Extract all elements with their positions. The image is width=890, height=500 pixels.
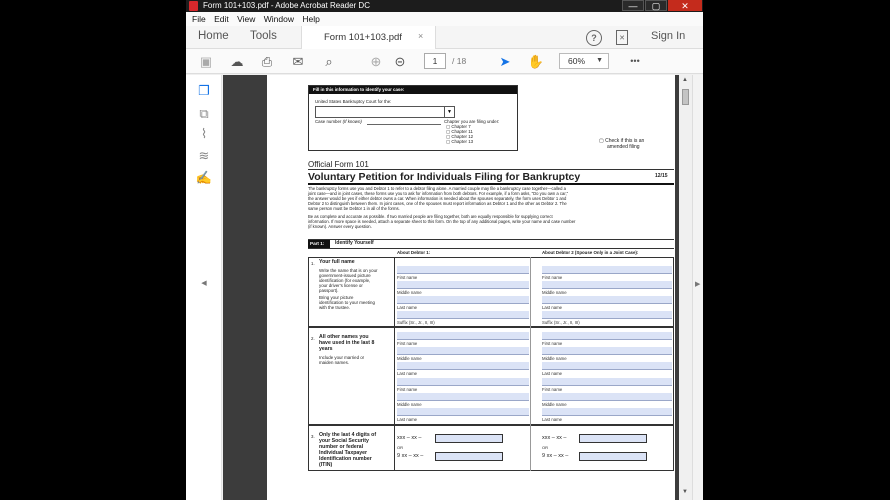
q2-title: All other names you <box>319 334 369 340</box>
debtor2-alt2-first-name-input[interactable] <box>542 378 672 386</box>
q3-title: your Social Security <box>319 438 369 444</box>
search-icon[interactable]: ⌕ <box>325 54 333 69</box>
first-name-label: First name <box>397 275 418 280</box>
ssn-prefix: xxx – xx – <box>397 435 422 441</box>
debtor2-suffix-input[interactable] <box>542 311 672 319</box>
more-tools-icon[interactable]: ••• <box>630 56 640 66</box>
middle-name-label: Middle name <box>397 402 422 407</box>
page-number-input[interactable]: 1 <box>424 53 446 69</box>
q1-desc: your driver's license or <box>319 283 363 288</box>
debtor2-first-name-input[interactable] <box>542 266 672 274</box>
toolbar <box>186 49 703 74</box>
first-name-label: First name <box>397 387 418 392</box>
divider <box>394 257 395 327</box>
q3-title: Only the last 4 digits of <box>319 432 377 438</box>
acrobat-app-icon <box>189 1 198 11</box>
or-label: OR <box>542 445 548 450</box>
debtor1-alt-first-name-input[interactable] <box>397 332 529 340</box>
first-name-label: First name <box>542 387 563 392</box>
ssn-prefix: xxx – xx – <box>542 435 567 441</box>
divider <box>394 327 395 425</box>
collapse-sidebar-icon[interactable]: ◀ <box>201 280 207 287</box>
itin-prefix: 9 xx – xx – <box>397 453 424 459</box>
sign-in-link[interactable]: Sign In <box>651 30 686 42</box>
middle-name-label: Middle name <box>542 402 567 407</box>
vertical-scrollbar[interactable] <box>679 75 692 500</box>
amended-filing-checkbox[interactable]: ▢ Check if this is an <box>599 138 645 144</box>
q3-title: number or federal <box>319 444 364 450</box>
q1-desc: government-issued picture <box>319 273 371 278</box>
q1-desc: Bring your picture <box>319 295 354 300</box>
about-debtor2-heading: About Debtor 2 (Spouse Only in a Joint Case): <box>542 250 639 255</box>
debtor1-alt-last-name-input[interactable] <box>397 362 529 370</box>
menu-view[interactable]: View <box>237 14 256 24</box>
left-sidebar <box>186 75 222 500</box>
upload-cloud-icon[interactable]: ☁ <box>230 54 244 69</box>
divider <box>530 257 531 327</box>
last-name-label: Last name <box>397 305 418 310</box>
menu-help[interactable]: Help <box>302 14 320 24</box>
scroll-down-icon[interactable]: ▼ <box>682 489 688 495</box>
save-icon[interactable]: ▣ <box>199 54 213 69</box>
debtor2-ssn-input[interactable] <box>579 434 647 443</box>
q2-title: years <box>319 346 333 352</box>
case-number-label: Case number (If known) <box>315 119 362 124</box>
last-name-label: Last name <box>542 305 563 310</box>
tab-tools[interactable]: Tools <box>250 30 277 42</box>
divider <box>530 425 531 471</box>
part-label: Part 1: <box>308 240 330 248</box>
intro-line: The bankruptcy forms use you and Debtor 1 to refer to a debtor filing alone. A married couple may file a bankruptcy case together—called a <box>308 186 566 191</box>
signature-icon[interactable]: ✍ <box>195 170 213 185</box>
debtor2-alt-first-name-input[interactable] <box>542 332 672 340</box>
help-icon[interactable]: ? <box>586 30 602 46</box>
debtor1-middle-name-input[interactable] <box>397 281 529 289</box>
divider <box>530 327 531 425</box>
last-name-label: Last name <box>542 417 563 422</box>
print-icon[interactable]: ⎙ <box>261 54 273 69</box>
suffix-label: Suffix (Sr., Jr., II, III) <box>542 320 580 325</box>
attachments-icon[interactable]: ⌇ <box>200 126 208 141</box>
divider <box>308 183 674 185</box>
q2-desc: maiden names. <box>319 360 350 365</box>
scroll-up-icon[interactable]: ▲ <box>682 77 688 83</box>
debtor1-alt2-middle-name-input[interactable] <box>397 393 529 401</box>
debtor1-last-name-input[interactable] <box>397 296 529 304</box>
form-title: Voluntary Petition for Individuals Filing for Bankruptcy <box>308 171 581 183</box>
itin-prefix: 9 xx – xx – <box>542 453 569 459</box>
intro-line: Debtor 2 to distinguish between them. In joint cases, one of the spouses must report information as Debtor 1 and the other as Debtor 2. The <box>308 201 567 206</box>
debtor1-suffix-input[interactable] <box>397 311 529 319</box>
divider <box>308 248 674 249</box>
debtor2-last-name-input[interactable] <box>542 296 672 304</box>
layers-icon[interactable]: ≋ <box>198 148 210 163</box>
first-name-label: First name <box>542 275 563 280</box>
q1-title: Your full name <box>319 259 355 265</box>
chevron-down-icon: ▼ <box>596 57 603 64</box>
intro-line: same person must be Debtor 1 in all of the forms. <box>308 206 400 211</box>
pages-icon[interactable]: ⧉ <box>199 106 209 121</box>
tab-home[interactable]: Home <box>198 30 229 42</box>
close-window-button[interactable]: ✕ <box>668 0 702 11</box>
q1-desc: identification (for example, <box>319 278 371 283</box>
mobile-link-icon[interactable]: ✕ <box>616 30 628 45</box>
window-title: Form 101+103.pdf - Adobe Acrobat Reader DC <box>203 1 370 10</box>
last-name-label: Last name <box>542 371 563 376</box>
part-title: Identify Yourself <box>335 240 374 246</box>
expand-right-panel-icon[interactable]: ▶ <box>695 281 701 288</box>
intro-line: information. If more space is needed, attach a separate sheet to this form. On the top of any additional pages, write your name and case number <box>308 219 576 224</box>
q2-title: have used in the last 8 <box>319 340 375 346</box>
official-form-label: Official Form 101 <box>308 160 369 169</box>
q1-desc: with the trustee. <box>319 305 350 310</box>
minimize-button[interactable]: — <box>622 0 644 11</box>
chapter-11-checkbox[interactable]: ▢ Chapter 11 <box>446 129 473 134</box>
hand-tool-icon[interactable]: ✋ <box>527 54 545 69</box>
menu-file[interactable]: File <box>192 14 206 24</box>
case-info-header-text: Fill in this information to identify your case: <box>313 87 405 92</box>
debtor1-alt2-last-name-input[interactable] <box>397 408 529 416</box>
chapter-12-checkbox[interactable]: ▢ Chapter 12 <box>446 134 474 139</box>
close-tab-icon[interactable]: × <box>418 31 424 41</box>
next-page-icon[interactable]: ⊝ <box>394 54 406 69</box>
page-thumbnails-icon[interactable]: ❐ <box>198 83 210 98</box>
form-revision: 12/15 <box>655 173 668 179</box>
divider <box>308 169 674 170</box>
divider <box>394 425 395 471</box>
q2-desc: Include your married or <box>319 355 365 360</box>
maximize-button[interactable]: ▢ <box>645 0 667 11</box>
chapter-13-checkbox[interactable]: ▢ Chapter 13 <box>446 139 474 144</box>
intro-line: Be as complete and accurate as possible. If two married people are filing together, both are equally responsible for supplying correct <box>308 214 553 219</box>
intro-line: (if known). Answer every question. <box>308 224 372 229</box>
document-tab-label: Form 101+103.pdf <box>324 32 402 43</box>
case-number-line <box>367 124 441 125</box>
debtor2-alt-middle-name-input[interactable] <box>542 347 672 355</box>
chapter-label: Chapter you are filing under: <box>444 119 500 124</box>
case-info-header <box>309 86 517 94</box>
debtor2-itin-input[interactable] <box>579 452 647 461</box>
amended-filing-label: amended filing <box>607 144 640 150</box>
debtor2-middle-name-input[interactable] <box>542 281 672 289</box>
q1-number: 1. <box>311 261 315 266</box>
or-label: OR <box>397 445 403 450</box>
previous-page-icon[interactable]: ⊕ <box>370 54 382 69</box>
q1-desc: passport). <box>319 288 339 293</box>
menu-window[interactable]: Window <box>263 14 294 24</box>
first-name-label: First name <box>397 341 418 346</box>
menu-edit[interactable]: Edit <box>214 14 229 24</box>
chevron-down-icon: ▼ <box>444 107 454 117</box>
scrollbar-thumb[interactable] <box>682 89 689 105</box>
middle-name-label: Middle name <box>542 356 567 361</box>
q1-desc: Write the name that is on your <box>319 268 378 273</box>
pdf-page <box>267 75 675 500</box>
q1-desc: identification to your meeting <box>319 300 375 305</box>
middle-name-label: Middle name <box>397 290 422 295</box>
first-name-label: First name <box>542 341 563 346</box>
zoom-value: 60% <box>568 56 586 66</box>
case-info-box <box>308 85 518 151</box>
q3-title: Identification number <box>319 456 372 462</box>
about-debtor1-heading: About Debtor 1: <box>397 250 431 255</box>
tab-bar <box>186 26 703 49</box>
court-select[interactable] <box>315 106 455 118</box>
q3-title: (ITIN) <box>319 462 333 468</box>
debtor1-itin-input[interactable] <box>435 452 503 461</box>
debtor2-alt-last-name-input[interactable] <box>542 362 672 370</box>
zoom-select[interactable] <box>559 53 609 69</box>
q3-title: Individual Taxpayer <box>319 450 368 456</box>
document-viewer <box>223 75 703 500</box>
acrobat-window <box>186 0 703 500</box>
debtor1-first-name-input[interactable] <box>397 266 529 274</box>
middle-name-label: Middle name <box>542 290 567 295</box>
right-panel-collapsed[interactable] <box>692 75 703 500</box>
menu-bar <box>186 12 703 26</box>
intro-line: joint case—and in joint cases, these forms use you to ask for information from both debtors. For example, if a form asks, "Do you own a car," <box>308 191 569 196</box>
page-total: / 18 <box>452 56 467 66</box>
debtor2-alt2-middle-name-input[interactable] <box>542 393 672 401</box>
court-label: United States Bankruptcy Court for the: <box>315 99 392 104</box>
debtor1-alt-middle-name-input[interactable] <box>397 347 529 355</box>
debtor2-alt2-last-name-input[interactable] <box>542 408 672 416</box>
debtor1-ssn-input[interactable] <box>435 434 503 443</box>
suffix-label: Suffix (Sr., Jr., II, III) <box>397 320 435 325</box>
intro-line: the answer would be yes if either debtor owns a car. When information is needed about the spouses separately, the form uses Debtor 1 and <box>308 196 567 201</box>
email-icon[interactable]: ✉ <box>292 54 304 69</box>
last-name-label: Last name <box>397 371 418 376</box>
chapter-7-checkbox[interactable]: ▢ Chapter 7 <box>446 124 471 129</box>
last-name-label: Last name <box>397 417 418 422</box>
select-cursor-icon[interactable]: ➤ <box>499 54 511 69</box>
middle-name-label: Middle name <box>397 356 422 361</box>
debtor1-alt2-first-name-input[interactable] <box>397 378 529 386</box>
tab-document[interactable] <box>301 26 436 50</box>
q2-number: 2. <box>311 336 315 341</box>
title-bar <box>186 0 703 12</box>
q3-number: 3. <box>311 434 315 439</box>
